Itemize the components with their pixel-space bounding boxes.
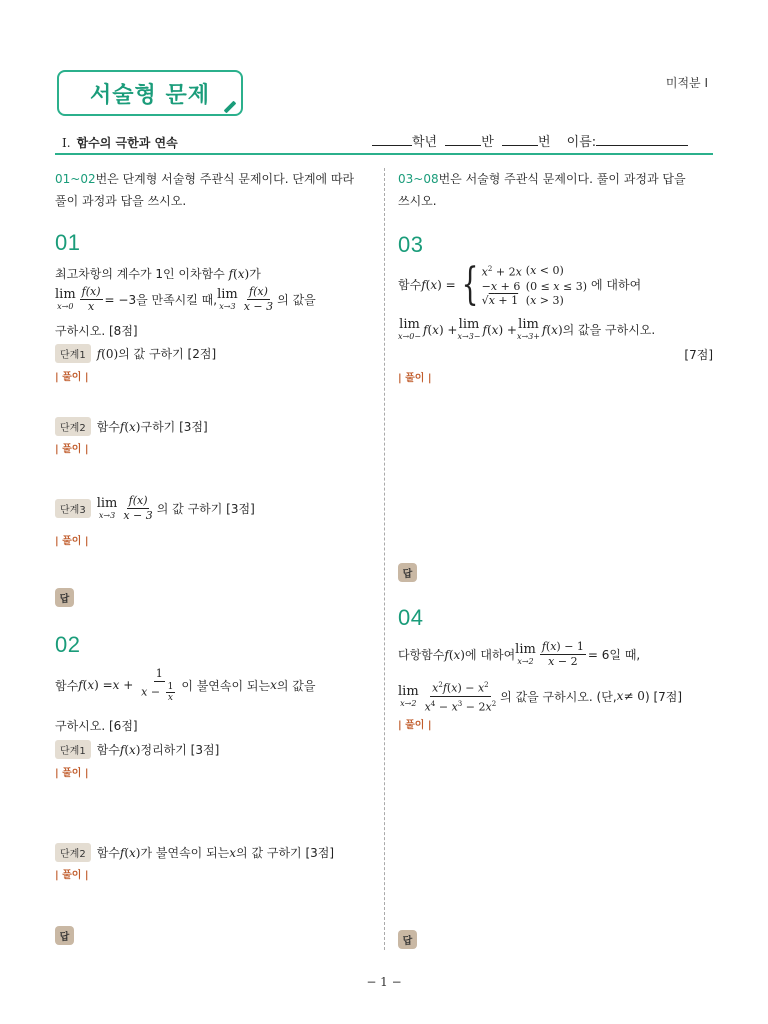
- unit-name: 함수의 극한과 연속: [76, 136, 178, 150]
- intro-right: [398, 168, 718, 212]
- q04-line2: lim x→2 $\frac{x^2f(x) - x^2}{x^4 - x^3 - 2x^2}$ 의 값을 구하시오. (단, x ≠ 0 ) [7점]: [398, 678, 682, 714]
- class-label: 반: [481, 135, 494, 150]
- q04-text: 다항함수: [398, 648, 445, 662]
- q01-step1: 단계1 f (0) 의 값 구하기 [2점]: [55, 344, 216, 363]
- answer-box[interactable]: 답: [55, 926, 74, 945]
- step-text: 함수: [96, 846, 120, 860]
- q03-text: 의 값을 구하시오.: [562, 323, 656, 337]
- step-badge: 단계1: [55, 740, 91, 759]
- step-text: 의 값 구하기 [2점]: [118, 347, 217, 361]
- step-badge: 단계1: [55, 344, 91, 363]
- intro-right-range: 03~08: [398, 172, 439, 186]
- step-badge: 단계3: [55, 499, 91, 518]
- page-number: − 1 −: [366, 975, 402, 989]
- question-number-03: 03: [398, 232, 424, 257]
- answer-box[interactable]: 답: [398, 563, 417, 582]
- q01-line2: lim x→0 $\frac{f(x)}{x}$ = −3을 만족시킬 때, lim x→3 $\frac{f(x)}{x - 3}$ 의 값을: [55, 285, 316, 313]
- q04-line1: 다항함수 f ( x ) 에 대하여 lim x→2 $\frac{f(x) - 1}{x - 2}$ = 6일 때,: [398, 640, 641, 668]
- intro-left-text-1: 번은 단계형 서술형 주관식 문제이다. 단계에 따라: [95, 172, 355, 186]
- q01-text: 가: [249, 267, 261, 281]
- step-text: 의 값 구하기 [3점]: [156, 502, 255, 516]
- number-label: 번: [537, 135, 551, 150]
- grade-label: 학년: [412, 135, 438, 150]
- answer-box[interactable]: 답: [55, 588, 74, 607]
- name-label: 이름:: [566, 135, 597, 150]
- solution-label: | 풀이 |: [55, 768, 89, 779]
- unit-number: I.: [62, 136, 71, 150]
- step-text: 가 불연속이 되는: [140, 846, 230, 860]
- step-badge: 단계2: [55, 417, 91, 436]
- q04-text: 에 대하여: [464, 648, 516, 662]
- q04-text: ) [7점]: [644, 689, 683, 704]
- question-number-02: 02: [55, 632, 81, 657]
- q04-text: = 6일 때,: [587, 648, 641, 662]
- unit-title: [62, 134, 178, 151]
- solution-label: | 풀이 |: [55, 372, 89, 383]
- solution-label: | 풀이 |: [398, 720, 432, 731]
- worksheet-title: 서술형 문제: [90, 82, 210, 108]
- question-number-01: 01: [55, 230, 81, 255]
- solution-label: | 풀이 |: [398, 373, 432, 384]
- q02-line2: 구하시오. [6점]: [55, 719, 138, 733]
- step-badge: 단계2: [55, 843, 91, 862]
- q02-step1: 단계1 함수 f ( x ) 정리하기 [3점]: [55, 740, 219, 759]
- q01-text: 최고차항의 계수가 1인 이차함수: [55, 267, 229, 281]
- intro-right-text-2: 쓰시오.: [398, 194, 437, 208]
- step-text: 함수: [96, 743, 120, 757]
- q02-text: 함수: [55, 678, 79, 693]
- intro-right-text-1: 번은 서술형 주관식 문제이다. 풀이 과정과 답을: [438, 172, 686, 186]
- q02-text: 의 값을: [276, 678, 316, 693]
- q01-step2: 단계2 함수 f ( x ) 구하기 [3점]: [55, 417, 208, 436]
- q01-step3: 단계3 lim x→3 $\frac{f(x)}{x - 3}$ 의 값 구하기 [3점]: [55, 494, 255, 523]
- q01-line1: 최고차항의 계수가 1인 이차함수 f(x)가: [55, 267, 261, 281]
- solution-label: | 풀이 |: [55, 536, 89, 547]
- question-number-04: 04: [398, 605, 424, 630]
- intro-left-range: 01~02: [55, 172, 96, 186]
- header-rule: [55, 153, 713, 155]
- step-text: 의 값 구하기 [3점]: [236, 846, 335, 860]
- q03-points: [7점]: [684, 348, 713, 362]
- intro-left-text-2: 풀이 과정과 답을 쓰시오.: [55, 194, 187, 208]
- answer-box[interactable]: 답: [398, 930, 417, 949]
- q04-text: 의 값을 구하시오. (단,: [500, 689, 617, 704]
- q01-text: = −3을 만족시킬 때,: [104, 293, 218, 307]
- q02-line1: 함수 f ( x ) = x + 1 x − $\frac{1}{x}$ 이 불연속이 되는 x 의 값을: [55, 667, 316, 703]
- q01-line3: 구하시오. [8점]: [55, 324, 138, 338]
- solution-label: | 풀이 |: [55, 444, 89, 455]
- subject-label: 미적분 I: [665, 76, 708, 90]
- piecewise-definition: { $x^2 + 2x$ (x < 0) −x + 6 (0 ≤ x ≤ 3) √x + 1 (x > 3): [461, 258, 588, 310]
- intro-left: [55, 168, 375, 212]
- q02-text: 이 불연속이 되는: [181, 678, 271, 693]
- q03-text: 함수: [398, 278, 422, 293]
- step-text: 구하기 [3점]: [140, 420, 208, 434]
- solution-label: | 풀이 |: [55, 870, 89, 881]
- title-box: [57, 70, 243, 116]
- student-info: [372, 131, 688, 150]
- step-text: 정리하기 [3점]: [140, 743, 220, 757]
- column-divider: [384, 168, 385, 950]
- q02-step2: 단계2 함수 f ( x ) 가 불연속이 되는 x 의 값 구하기 [3점]: [55, 843, 334, 862]
- q01-text: 의 값을: [277, 293, 316, 307]
- q03-text: 에 대하여: [591, 278, 642, 293]
- q03-line1: 함수 f ( x ) = { $x^2 + 2x$ (x < 0) −x + 6 (0 ≤ x ≤ 3) √x + 1 (x > 3) 에 대하여: [398, 258, 642, 310]
- q03-line2: lim x→0− f ( x ) + lim x→3− f ( x ) + lim x→3+ f ( x ) 의 값을 구하시오.: [398, 317, 656, 341]
- step-text: 함수: [96, 420, 120, 434]
